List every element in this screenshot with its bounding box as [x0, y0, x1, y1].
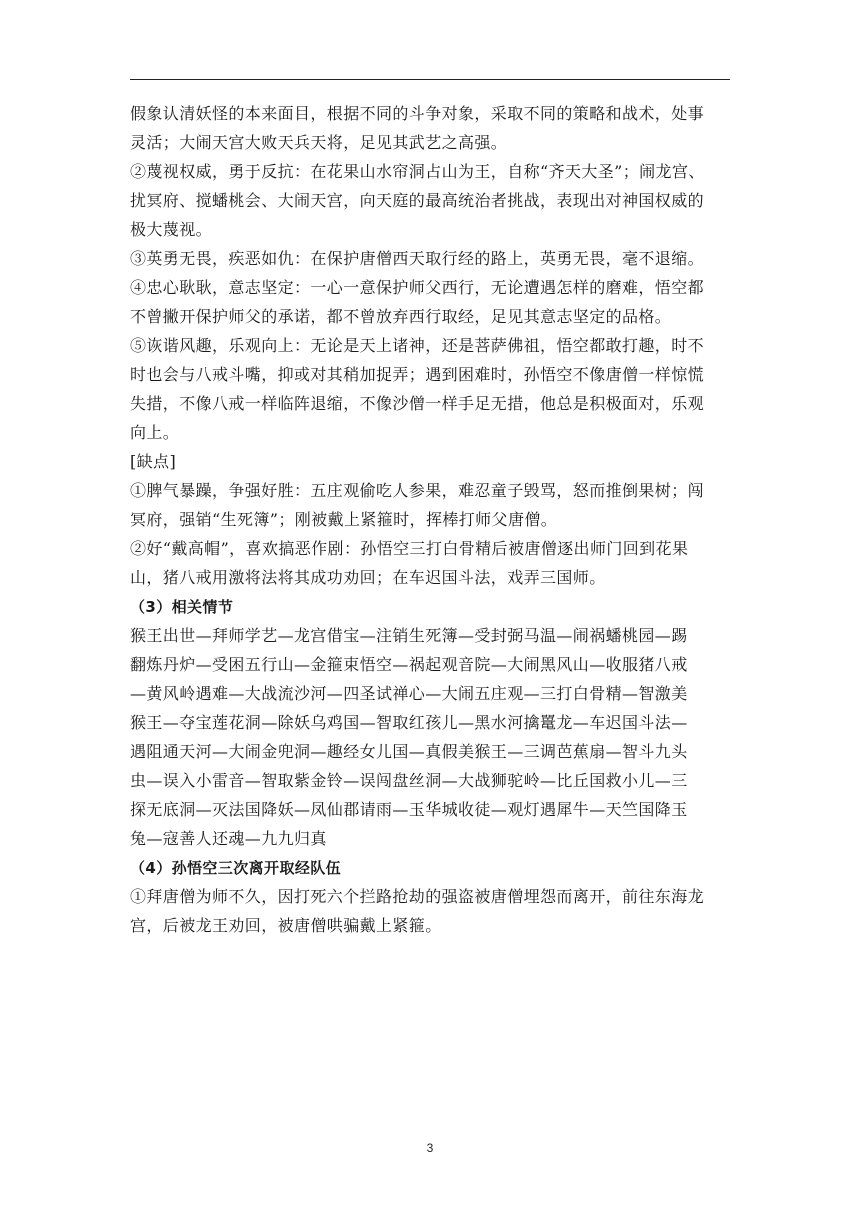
document-body [130, 104, 730, 945]
text-line-p10-4: 猴王—夺宝莲花洞—除妖乌鸡国—智取红孩儿—黑水河擒鼍龙—车迟国斗法— [130, 713, 688, 732]
text-line-p7-2: 冥府，强销“生死簿”；刚被戴上紧箍时，挥棒打师父唐僧。 [130, 510, 558, 529]
text-line-p12-2: 宫，后被龙王劝回，被唐僧哄骗戴上紧箍。 [130, 916, 442, 935]
text-line-p10-7: 探无底洞—灭法国降妖—凤仙郡请雨—玉华城收徒—观灯遇犀牛—天竺国降玉 [130, 800, 688, 819]
text-line-p2-3: 极大蔑视。 [130, 220, 213, 239]
text-line-p5-4: 向上。 [130, 423, 180, 442]
text-line-p3-1: ③英勇无畏，疾恶如仇：在保护唐僧西天取行经的路上，英勇无畏，毫不退缩。 [130, 249, 705, 268]
text-line-p5-1: ⑤诙谐风趣，乐观向上：无论是天上诸神，还是菩萨佛祖，悟空都敢打趣，时不 [130, 336, 705, 355]
page-number: 3 [426, 1141, 434, 1155]
text-line-p8-1: ②好“戴高帽”，喜欢搞恶作剧：孙悟空三打白骨精后被唐僧逐出师门回到花果 [130, 539, 689, 558]
text-line-p2-2: 扰冥府、搅蟠桃会、大闹天宫，向天庭的最高统治者挑战，表现出对神国权威的 [130, 191, 705, 210]
text-line-p10-8: 兔—寇善人还魂—九九归真 [130, 829, 327, 848]
text-line-p10-1: 猴王出世—拜师学艺—龙宫借宝—注销生死簿—受封弼马温—闹祸蟠桃园—踢 [130, 626, 688, 645]
text-line-p2-1: ②蔑视权威，勇于反抗：在花果山水帘洞占山为王，自称“齐天大圣”；闹龙宫、 [130, 162, 705, 181]
text-line-p9-1: （3）相关情节 [130, 598, 234, 616]
text-line-p7-1: ①脾气暴躁，争强好胜：五庄观偷吃人参果，难忍童子毁骂，怒而推倒果树；闯 [130, 481, 705, 500]
text-line-p12-1: ①拜唐僧为师不久，因打死六个拦路抢劫的强盗被唐僧埋怨而离开，前往东海龙 [130, 887, 705, 906]
text-line-p10-2: 翻炼丹炉—受困五行山—金箍束悟空—祸起观音院—大闹黑风山—收服猪八戒 [130, 655, 688, 674]
text-line-p4-1: ④忠心耿耿，意志坚定：一心一意保护师父西行，无论遭遇怎样的磨难，悟空都 [130, 278, 705, 297]
text-line-p4-2: 不曾撇开保护师父的承诺，都不曾放弃西行取经，足见其意志坚定的品格。 [130, 307, 672, 326]
text-line-p5-2: 时也会与八戒斗嘴，抑或对其稍加捉弄；遇到困难时，孙悟空不像唐僧一样惊慌 [130, 365, 705, 384]
text-line-p10-3: —黄风岭遇难—大战流沙河—四圣试禅心—大闹五庄观—三打白骨精—智激美 [130, 684, 688, 703]
text-line-p8-2: 山，猪八戒用激将法将其成功劝回；在车迟国斗法，戏弄三国师。 [130, 568, 606, 587]
text-line-p5-3: 失措，不像八戒一样临阵退缩，不像沙僧一样手足无措，他总是积极面对，乐观 [130, 394, 705, 413]
text-line-p1-1: 假象认清妖怪的本来面目，根据不同的斗争对象，采取不同的策略和战术，处事 [130, 104, 705, 123]
text-line-p6-1: [缺点] [130, 452, 177, 471]
text-line-p11-1: （4）孙悟空三次离开取经队伍 [130, 859, 342, 877]
header-rule [130, 79, 730, 80]
text-line-p1-2: 灵活；大闹天宫大败天兵天将，足见其武艺之高强。 [130, 133, 508, 152]
text-line-p10-5: 遇阻通天河—大闹金兜洞—趣经女儿国—真假美猴王—三调芭蕉扇—智斗九头 [130, 742, 688, 761]
text-line-p10-6: 虫—误入小雷音—智取紫金铃—误闯盘丝洞—大战狮驼岭—比丘国救小儿—三 [130, 771, 688, 790]
